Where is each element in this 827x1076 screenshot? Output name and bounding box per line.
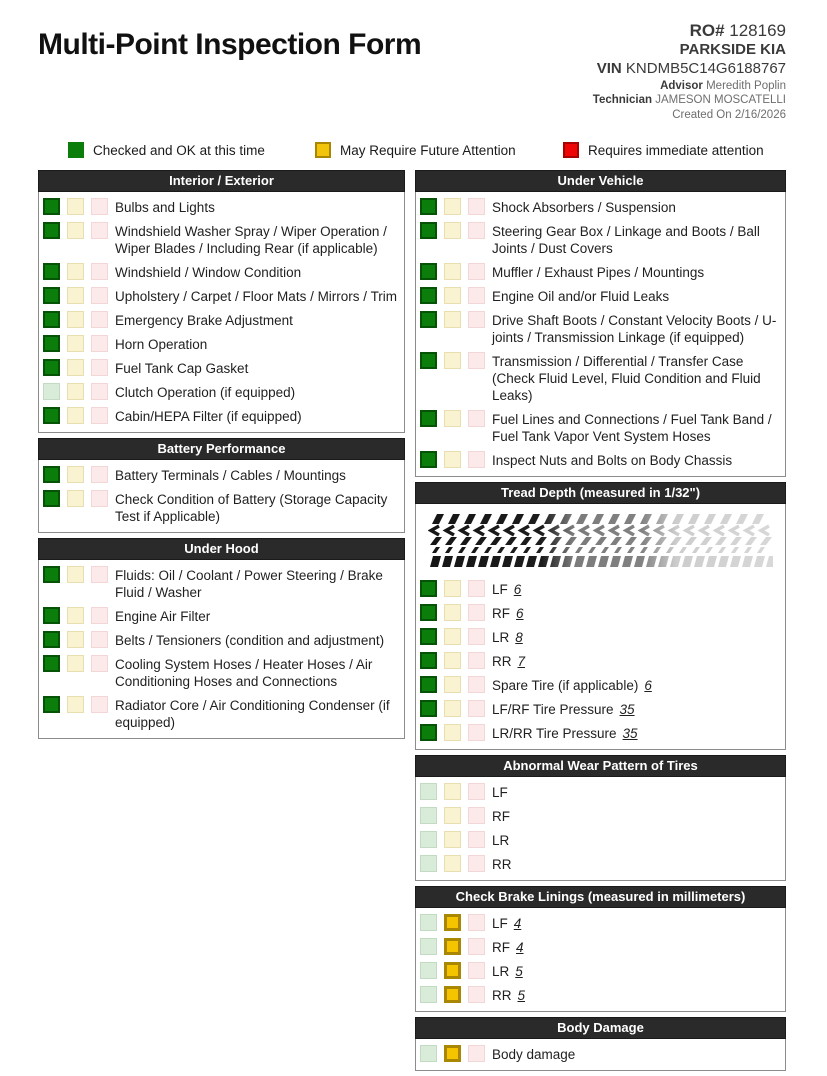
checkbox-future-attention[interactable] [67,335,84,352]
checkbox-immediate-attention[interactable] [91,263,108,280]
legend-label: Requires immediate attention [588,142,764,158]
checkbox-future-attention[interactable] [67,696,84,713]
checkbox-immediate-attention[interactable] [91,631,108,648]
checkbox-ok[interactable] [43,287,60,304]
inspection-row [43,260,400,284]
checkbox-immediate-attention[interactable] [91,222,108,239]
item-value[interactable]: 6 [513,582,522,597]
item-value[interactable]: 5 [517,988,526,1003]
checkbox-future-attention[interactable] [67,198,84,215]
item-value[interactable]: 8 [515,630,523,645]
checkbox-immediate-attention[interactable] [91,383,108,400]
inspection-row [420,780,781,804]
item-label: Transmission / Differential / Transfer Case (Check Fluid Level, Fluid Condition and Fluid Leaks) [492,354,761,403]
inspection-row [420,983,781,1007]
checkbox-immediate-attention[interactable] [91,566,108,583]
checkbox-ok[interactable] [420,855,437,872]
item-label: Cooling System Hoses / Heater Hoses / Air Conditioning Hoses and Connections [115,657,373,689]
checkbox-future-attention[interactable] [444,311,461,328]
checkbox-ok[interactable] [420,311,437,328]
section-header: Under Vehicle [415,170,786,192]
checkbox-ok[interactable] [43,631,60,648]
checkbox-ok[interactable] [420,1045,437,1062]
inspection-row [420,407,781,448]
checkbox-future-attention[interactable] [444,352,461,369]
item-label: Fuel Tank Cap Gasket [115,361,249,376]
page-title: Multi-Point Inspection Form [38,28,422,61]
vin-line [593,60,786,79]
technician-label: Technician [592,94,652,107]
form-columns [38,170,786,1076]
checkbox-immediate-attention[interactable] [468,807,485,824]
checkbox-future-attention[interactable] [67,222,84,239]
checkbox-ok[interactable] [420,628,437,645]
legend-item-immediate [563,142,764,158]
checkbox-ok[interactable] [43,359,60,376]
checkbox-ok[interactable] [43,490,60,507]
checkbox-ok[interactable] [43,607,60,624]
inspection-row [420,625,781,649]
status-legend [38,142,786,158]
checkbox-immediate-attention[interactable] [468,652,485,669]
item-label: LR [492,630,510,645]
section-header: Body Damage [415,1017,786,1039]
inspection-row [43,487,400,528]
checkbox-future-attention[interactable] [444,962,461,979]
item-label: Emergency Brake Adjustment [115,313,293,328]
legend-item-future-attention [315,142,563,158]
checkbox-immediate-attention[interactable] [91,490,108,507]
checkbox-future-attention[interactable] [444,783,461,800]
inspection-row [420,1042,781,1066]
checkbox-immediate-attention[interactable] [468,1045,485,1062]
checkbox-future-attention[interactable] [67,566,84,583]
inspection-row [43,404,400,428]
inspection-row [420,673,781,697]
checkbox-immediate-attention[interactable] [91,287,108,304]
checkbox-ok[interactable] [420,263,437,280]
checkbox-future-attention[interactable] [67,631,84,648]
checkbox-immediate-attention[interactable] [468,580,485,597]
section [38,170,405,433]
inspection-row [43,219,400,260]
item-label: Upholstery / Carpet / Floor Mats / Mirrors / Trim [115,289,398,304]
checkbox-immediate-attention[interactable] [468,222,485,239]
checkbox-immediate-attention[interactable] [468,724,485,741]
checkbox-future-attention[interactable] [67,490,84,507]
legend-item-ok [68,142,315,158]
vin-label: VIN [596,60,622,77]
item-label: Radiator Core / Air Conditioning Condenser (if equipped) [115,698,390,730]
section [415,886,786,1012]
checkbox-ok[interactable] [420,676,437,693]
checkbox-immediate-attention[interactable] [468,938,485,955]
checkbox-ok[interactable] [43,696,60,713]
checkbox-ok[interactable] [43,466,60,483]
item-label: Bulbs and Lights [115,200,215,215]
checkbox-immediate-attention[interactable] [468,410,485,427]
checkbox-future-attention[interactable] [444,410,461,427]
checkbox-immediate-attention[interactable] [468,628,485,645]
checkbox-immediate-attention[interactable] [468,783,485,800]
inspection-row [43,356,400,380]
checkbox-ok[interactable] [420,914,437,931]
item-value[interactable]: 5 [515,964,523,979]
checkbox-ok[interactable] [420,410,437,427]
checkbox-immediate-attention[interactable] [91,466,108,483]
created-on: Created On 2/16/2026 [672,108,786,121]
checkbox-immediate-attention[interactable] [91,311,108,328]
section-header: Tread Depth (measured in 1/32") [415,482,786,504]
item-label: LF [492,582,508,597]
inspection-row [420,195,781,219]
item-label: RR [492,654,512,669]
checkbox-future-attention[interactable] [444,914,461,931]
checkbox-ok[interactable] [43,222,60,239]
section-body [38,192,405,433]
item-label: Steering Gear Box / Linkage and Boots / Ball Joints / Dust Covers [492,224,760,256]
ro-value: 128169 [729,21,786,40]
section-header: Battery Performance [38,438,405,460]
inspection-row [43,693,400,734]
checkbox-future-attention[interactable] [67,655,84,672]
vin-value: KNDMB5C14G6188767 [625,60,786,77]
item-label: RR [492,988,512,1003]
section-body [415,908,786,1012]
item-label: Fluids: Oil / Coolant / Power Steering / Brake Fluid / Washer [115,568,383,600]
checkbox-future-attention[interactable] [444,263,461,280]
form-header [38,20,786,132]
checkbox-immediate-attention[interactable] [468,263,485,280]
checkbox-immediate-attention[interactable] [468,451,485,468]
checkbox-immediate-attention[interactable] [468,986,485,1003]
inspection-row [420,284,781,308]
inspection-row [420,935,781,959]
checkbox-ok[interactable] [43,311,60,328]
item-label: LF/RF Tire Pressure [492,702,614,717]
checkbox-ok[interactable] [420,962,437,979]
checkbox-immediate-attention[interactable] [468,287,485,304]
checkbox-ok[interactable] [420,198,437,215]
inspection-row [43,652,400,693]
inspection-row [43,463,400,487]
inspection-row [420,911,781,935]
inspection-row [420,260,781,284]
item-value[interactable]: 6 [516,606,524,621]
checkbox-future-attention[interactable] [67,607,84,624]
item-label: Drive Shaft Boots / Constant Velocity Boots / U-joints / Transmission Linkage (if equipped) [492,313,777,345]
item-value[interactable]: 35 [619,702,635,717]
inspection-row [420,349,781,407]
checkbox-future-attention[interactable] [444,451,461,468]
item-label: Windshield Washer Spray / Wiper Operation / Wiper Blades / Including Rear (if applicable) [115,224,387,256]
checkbox-ok[interactable] [420,831,437,848]
section-body [38,460,405,533]
inspection-row [420,959,781,983]
checkbox-future-attention[interactable] [67,263,84,280]
item-label: Engine Air Filter [115,609,211,624]
checkbox-ok[interactable] [43,335,60,352]
checkbox-ok[interactable] [43,566,60,583]
section-header: Interior / Exterior [38,170,405,192]
section [415,170,786,477]
inspection-row [420,308,781,349]
dealer-name: PARKSIDE KIA [679,41,786,59]
item-label: RF [492,809,510,824]
item-label: Battery Terminals / Cables / Mountings [115,468,346,483]
checkbox-immediate-attention[interactable] [468,676,485,693]
item-label: Body damage [492,1047,576,1062]
inspection-row [420,852,781,876]
section-body [415,504,786,750]
item-value[interactable]: 7 [517,654,526,669]
section [415,482,786,750]
section [38,438,405,533]
item-label: Horn Operation [115,337,208,352]
section-body [38,560,405,739]
checkbox-immediate-attention[interactable] [91,335,108,352]
checkbox-immediate-attention[interactable] [91,655,108,672]
item-value[interactable]: 4 [513,916,522,931]
checkbox-future-attention[interactable] [444,628,461,645]
inspection-row [420,828,781,852]
checkbox-immediate-attention[interactable] [91,359,108,376]
checkbox-future-attention[interactable] [444,807,461,824]
green-status-swatch-icon [68,142,84,158]
checkbox-immediate-attention[interactable] [468,914,485,931]
item-label: Spare Tire (if applicable) [492,678,639,693]
checkbox-future-attention[interactable] [67,466,84,483]
checkbox-ok[interactable] [420,222,437,239]
checkbox-ok[interactable] [420,352,437,369]
ro-number [593,20,786,41]
advisor-label: Advisor [660,79,703,92]
checkbox-ok[interactable] [420,580,437,597]
inspection-row [420,804,781,828]
item-label: Belts / Tensioners (condition and adjustment) [115,633,385,648]
inspection-row [420,649,781,673]
checkbox-future-attention[interactable] [67,383,84,400]
section-body [415,1039,786,1071]
tread-graphic-wrap [420,507,781,577]
item-label: LF [492,785,508,800]
checkbox-immediate-attention[interactable] [468,831,485,848]
left-column [38,170,405,744]
section [415,1017,786,1071]
checkbox-immediate-attention[interactable] [91,607,108,624]
checkbox-future-attention[interactable] [444,198,461,215]
inspection-row [420,601,781,625]
checkbox-future-attention[interactable] [444,938,461,955]
inspection-row [420,721,781,745]
checkbox-immediate-attention[interactable] [468,962,485,979]
checkbox-ok[interactable] [420,783,437,800]
checkbox-ok[interactable] [420,807,437,824]
vehicle-meta [593,20,786,122]
checkbox-future-attention[interactable] [67,407,84,424]
item-label: LF [492,916,508,931]
checkbox-immediate-attention[interactable] [468,198,485,215]
checkbox-ok[interactable] [420,700,437,717]
checkbox-ok[interactable] [420,451,437,468]
checkbox-future-attention[interactable] [444,700,461,717]
inspection-row [43,308,400,332]
checkbox-ok[interactable] [420,604,437,621]
item-label: LR/RR Tire Pressure [492,726,617,741]
checkbox-immediate-attention[interactable] [468,311,485,328]
checkbox-ok[interactable] [420,287,437,304]
checkbox-immediate-attention[interactable] [91,696,108,713]
checkbox-future-attention[interactable] [444,676,461,693]
advisor-name: Meredith Poplin [706,79,786,92]
checkbox-ok[interactable] [43,407,60,424]
checkbox-future-attention[interactable] [444,986,461,1003]
inspection-row [43,195,400,219]
section-body [415,777,786,881]
inspection-row [43,284,400,308]
checkbox-future-attention[interactable] [444,724,461,741]
checkbox-future-attention[interactable] [444,855,461,872]
inspection-row [43,604,400,628]
item-label: Engine Oil and/or Fluid Leaks [492,289,670,304]
checkbox-future-attention[interactable] [444,1045,461,1062]
item-label: LR [492,964,510,979]
checkbox-future-attention[interactable] [444,287,461,304]
ro-label: RO# [689,21,725,40]
checkbox-immediate-attention[interactable] [468,352,485,369]
checkbox-immediate-attention[interactable] [91,407,108,424]
item-value[interactable]: 6 [644,678,652,693]
section-header: Abnormal Wear Pattern of Tires [415,755,786,777]
item-value[interactable]: 4 [516,940,524,955]
technician-name: JAMESON MOSCATELLI [655,94,786,107]
checkbox-future-attention[interactable] [67,359,84,376]
checkbox-ok[interactable] [420,724,437,741]
right-column [415,170,786,1076]
inspection-row [43,563,400,604]
checkbox-ok[interactable] [43,263,60,280]
checkbox-future-attention[interactable] [444,580,461,597]
inspection-row [43,380,400,404]
item-label: RR [492,857,512,872]
item-label: Cabin/HEPA Filter (if equipped) [115,409,302,424]
tire-tread-graphic [428,511,773,571]
checkbox-immediate-attention[interactable] [468,700,485,717]
legend-label: Checked and OK at this time [93,142,265,158]
inspection-row [420,448,781,472]
inspection-row [420,219,781,260]
item-label: Muffler / Exhaust Pipes / Mountings [492,265,705,280]
inspection-row [420,697,781,721]
advisor-line [593,79,786,93]
section-header: Under Hood [38,538,405,560]
yellow-status-swatch-icon [315,142,331,158]
item-label: RF [492,606,510,621]
item-label: Check Condition of Battery (Storage Capacity Test if Applicable) [115,492,388,524]
checkbox-immediate-attention[interactable] [468,855,485,872]
checkbox-immediate-attention[interactable] [468,604,485,621]
inspection-row [43,628,400,652]
item-label: Windshield / Window Condition [115,265,302,280]
checkbox-ok[interactable] [420,986,437,1003]
checkbox-future-attention[interactable] [444,831,461,848]
section-header: Check Brake Linings (measured in millimeters) [415,886,786,908]
checkbox-future-attention[interactable] [444,604,461,621]
checkbox-ok[interactable] [43,198,60,215]
section [415,755,786,881]
item-label: LR [492,833,510,848]
checkbox-ok[interactable] [420,938,437,955]
legend-label: May Require Future Attention [340,142,516,158]
item-label: Inspect Nuts and Bolts on Body Chassis [492,453,733,468]
section [38,538,405,739]
item-label: Fuel Lines and Connections / Fuel Tank Band / Fuel Tank Vapor Vent System Hoses [492,412,772,444]
inspection-row [43,332,400,356]
item-label: Shock Absorbers / Suspension [492,200,676,215]
checkbox-future-attention[interactable] [444,652,461,669]
checkbox-ok[interactable] [420,652,437,669]
checkbox-future-attention[interactable] [67,287,84,304]
red-status-swatch-icon [563,142,579,158]
item-value[interactable]: 35 [622,726,638,741]
item-label: Clutch Operation (if equipped) [115,385,296,400]
checkbox-future-attention[interactable] [444,222,461,239]
item-label: RF [492,940,510,955]
checkbox-immediate-attention[interactable] [91,198,108,215]
section-body [415,192,786,477]
checkbox-ok[interactable] [43,655,60,672]
inspection-row [420,577,781,601]
checkbox-ok[interactable] [43,383,60,400]
checkbox-future-attention[interactable] [67,311,84,328]
technician-line [593,93,786,107]
